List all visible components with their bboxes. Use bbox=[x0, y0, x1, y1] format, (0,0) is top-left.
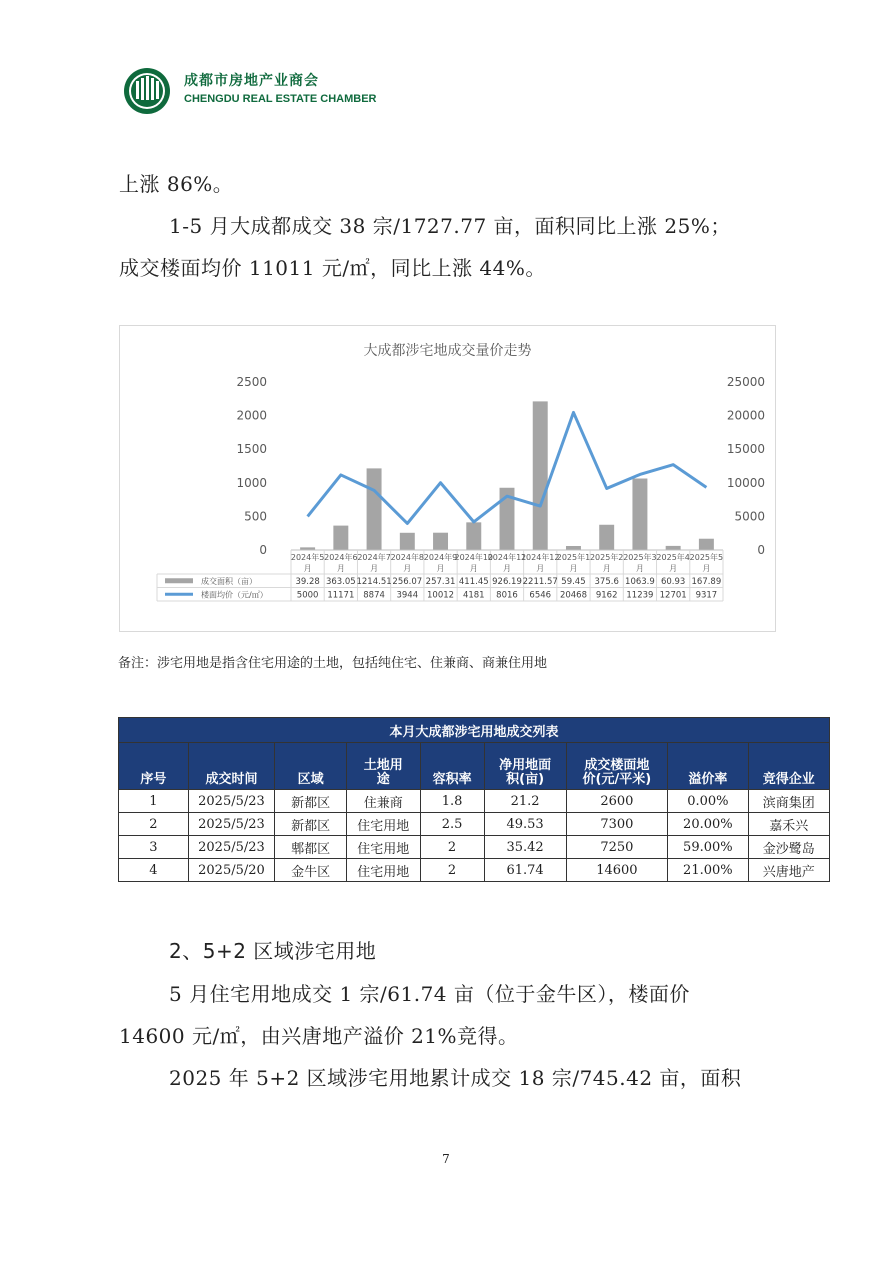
table-cell: 2025/5/23 bbox=[188, 836, 275, 859]
table-cell: 0.00% bbox=[668, 790, 748, 813]
category-label: 2025年3 bbox=[623, 553, 657, 562]
column-header-line: 区域 bbox=[297, 772, 324, 787]
paragraph-line: 14600 元/㎡，由兴唐地产溢价 21%竞得。 bbox=[119, 1024, 519, 1048]
table-cell: 2 bbox=[119, 813, 189, 836]
bar-area bbox=[566, 546, 581, 550]
right-axis-tick-label: 0 bbox=[757, 543, 765, 557]
data-label-area: 2211.57 bbox=[522, 576, 558, 587]
category-label: 2024年10 bbox=[454, 553, 494, 562]
column-header bbox=[420, 743, 484, 790]
data-label-price: 9162 bbox=[595, 590, 618, 601]
left-axis-tick-label: 500 bbox=[244, 509, 267, 524]
data-label-area: 411.45 bbox=[458, 576, 489, 587]
data-label-price: 8874 bbox=[363, 590, 385, 601]
data-label-price: 11171 bbox=[327, 590, 355, 601]
paragraph-line: 成交楼面均价 11011 元/㎡，同比上涨 44%。 bbox=[119, 256, 546, 280]
legend-label: 成交面积（亩） bbox=[201, 576, 257, 586]
table-cell: 2025/5/23 bbox=[188, 790, 275, 813]
table-row bbox=[119, 836, 830, 859]
data-label-area: 1214.51 bbox=[356, 576, 392, 587]
column-header bbox=[668, 743, 748, 790]
left-axis-tick-label: 2000 bbox=[236, 408, 267, 423]
paragraph-line: 上涨 86%。 bbox=[119, 172, 234, 196]
legend-label: 楼面均价（元/㎡） bbox=[201, 590, 268, 600]
table-cell: 21.00% bbox=[668, 859, 748, 882]
table-cell: 7250 bbox=[566, 836, 668, 859]
category-label: 2024年11 bbox=[487, 553, 527, 562]
table-cell: 7300 bbox=[566, 813, 668, 836]
left-axis-tick-label: 1000 bbox=[236, 475, 267, 490]
data-label-area: 59.45 bbox=[561, 576, 586, 587]
table-cell: 滨商集团 bbox=[748, 790, 830, 813]
table-cell: 新都区 bbox=[275, 813, 347, 836]
chart-title: 大成都涉宅地成交量价走势 bbox=[363, 343, 532, 359]
category-label: 月 bbox=[336, 564, 345, 573]
table-cell: 2025/5/23 bbox=[188, 813, 275, 836]
column-header-line: 途 bbox=[376, 772, 390, 787]
right-axis-tick-label: 25000 bbox=[726, 375, 765, 389]
data-label-area: 60.93 bbox=[660, 576, 686, 587]
data-label-price: 6546 bbox=[529, 590, 552, 601]
left-axis-tick-label: 2500 bbox=[236, 375, 267, 389]
table-cell: 2 bbox=[420, 859, 484, 882]
table-cell: 郫都区 bbox=[275, 836, 347, 859]
bar-area bbox=[599, 525, 614, 550]
table-caption: 本月大成都涉宅用地成交列表 bbox=[119, 718, 830, 743]
column-header bbox=[484, 743, 566, 790]
column-header-line: 积(亩) bbox=[506, 772, 545, 787]
table-cell: 1.8 bbox=[420, 790, 484, 813]
bar-area bbox=[466, 522, 481, 550]
category-label: 2024年7 bbox=[357, 553, 391, 562]
data-label-area: 257.31 bbox=[425, 576, 456, 587]
category-label: 月 bbox=[635, 564, 644, 573]
data-label-area: 363.05 bbox=[325, 576, 356, 587]
column-header-line: 价(元/平米) bbox=[582, 772, 652, 787]
bar-area bbox=[699, 539, 714, 550]
column-header bbox=[275, 743, 347, 790]
table-cell: 2025/5/20 bbox=[188, 859, 275, 882]
table-cell: 35.42 bbox=[484, 836, 566, 859]
bar-area bbox=[632, 479, 647, 550]
category-label: 月 bbox=[669, 564, 678, 573]
column-header-line: 竞得企业 bbox=[762, 772, 815, 787]
column-header bbox=[566, 743, 668, 790]
bar-area bbox=[433, 533, 448, 550]
data-label-price: 11239 bbox=[626, 590, 654, 601]
category-label: 月 bbox=[403, 564, 412, 573]
category-label: 月 bbox=[536, 564, 545, 573]
org-name-en: CHENGDU REAL ESTATE CHAMBER bbox=[184, 93, 377, 105]
table-row bbox=[119, 859, 830, 882]
table-row bbox=[119, 813, 830, 836]
category-label: 2024年8 bbox=[390, 553, 425, 562]
bar-area bbox=[367, 468, 382, 550]
table-cell: 2600 bbox=[566, 790, 668, 813]
data-label-area: 39.28 bbox=[295, 576, 320, 587]
chamber-logo-icon bbox=[122, 66, 172, 116]
table-cell: 嘉禾兴 bbox=[748, 813, 830, 836]
data-label-area: 167.89 bbox=[691, 576, 722, 587]
column-header-line: 容积率 bbox=[432, 772, 472, 787]
table-cell: 20.00% bbox=[668, 813, 748, 836]
data-label-price: 20468 bbox=[559, 590, 587, 601]
table-cell: 住宅用地 bbox=[346, 859, 420, 882]
paragraph-line: 2025 年 5+2 区域涉宅用地累计成交 18 宗/745.42 亩，面积 bbox=[169, 1066, 742, 1090]
chart-note: 备注：涉宅用地是指含住宅用途的土地，包括纯住宅、住兼商、商兼住用地 bbox=[118, 656, 548, 671]
table-cell: 59.00% bbox=[668, 836, 748, 859]
bar-area bbox=[533, 401, 548, 550]
table-header-row bbox=[119, 743, 830, 790]
category-label: 2025年1 bbox=[556, 553, 591, 562]
table-cell: 1 bbox=[119, 790, 189, 813]
right-axis-tick-label: 5000 bbox=[734, 509, 765, 524]
table-cell: 新都区 bbox=[275, 790, 347, 813]
left-axis-tick-label: 0 bbox=[259, 543, 267, 557]
section-heading: 2、5+2 区域涉宅用地 bbox=[169, 939, 377, 963]
column-header-line: 序号 bbox=[140, 772, 167, 787]
land-deal-table bbox=[118, 717, 830, 882]
category-label: 2025年4 bbox=[656, 553, 690, 562]
paragraph-line: 5 月住宅用地成交 1 宗/61.74 亩（位于金牛区），楼面价 bbox=[169, 982, 690, 1006]
right-axis-tick-label: 20000 bbox=[726, 408, 765, 423]
table-cell: 2 bbox=[420, 836, 484, 859]
bar-area bbox=[666, 546, 681, 550]
category-label: 2025年2 bbox=[589, 553, 624, 562]
category-label: 月 bbox=[303, 564, 312, 573]
data-label-price: 12701 bbox=[659, 590, 687, 601]
data-label-price: 10012 bbox=[427, 590, 455, 601]
data-label-price: 4181 bbox=[462, 590, 485, 601]
table-cell: 金牛区 bbox=[275, 859, 347, 882]
column-header-line: 溢价率 bbox=[688, 772, 728, 787]
category-label: 月 bbox=[469, 564, 478, 573]
table-cell: 住兼商 bbox=[346, 790, 420, 813]
category-label: 2024年6 bbox=[324, 553, 358, 562]
data-label-area: 926.19 bbox=[492, 576, 522, 587]
legend-key-bar bbox=[165, 578, 193, 583]
category-label: 2024年5 bbox=[290, 553, 325, 562]
right-axis-tick-label: 10000 bbox=[726, 475, 765, 490]
category-label: 2024年9 bbox=[423, 553, 458, 562]
table-cell: 住宅用地 bbox=[346, 813, 420, 836]
category-label: 月 bbox=[702, 564, 711, 573]
table-row bbox=[119, 790, 830, 813]
data-label-area: 256.07 bbox=[392, 576, 423, 587]
column-header bbox=[346, 743, 420, 790]
table-cell: 14600 bbox=[566, 859, 668, 882]
bar-area bbox=[333, 526, 348, 550]
table-cell: 4 bbox=[119, 859, 189, 882]
bar-area bbox=[400, 533, 415, 550]
category-label: 月 bbox=[602, 564, 611, 573]
table-cell: 49.53 bbox=[484, 813, 566, 836]
column-header bbox=[119, 743, 189, 790]
table-cell: 兴唐地产 bbox=[748, 859, 830, 882]
table-cell: 金沙鹭岛 bbox=[748, 836, 830, 859]
column-header-line: 成交楼面地 bbox=[584, 758, 650, 773]
data-label-price: 5000 bbox=[296, 590, 319, 601]
data-label-area: 1063.9 bbox=[625, 576, 655, 587]
data-label-price: 9317 bbox=[695, 590, 718, 601]
table-cell: 61.74 bbox=[484, 859, 566, 882]
org-name-cn: 成都市房地产业商会 bbox=[184, 73, 319, 89]
category-label: 月 bbox=[569, 564, 578, 573]
left-axis-tick-label: 1500 bbox=[236, 442, 267, 457]
right-axis-tick-label: 15000 bbox=[726, 442, 765, 457]
price-volume-chart bbox=[119, 325, 776, 632]
column-header-line: 成交时间 bbox=[205, 772, 258, 787]
table-cell: 住宅用地 bbox=[346, 836, 420, 859]
paragraph-line: 1-5 月大成都成交 38 宗/1727.77 亩，面积同比上涨 25%； bbox=[169, 214, 731, 238]
category-label: 2024年12 bbox=[520, 553, 560, 562]
category-label: 月 bbox=[436, 564, 445, 573]
table-cell: 2.5 bbox=[420, 813, 484, 836]
table-cell: 21.2 bbox=[484, 790, 566, 813]
table-cell: 3 bbox=[119, 836, 189, 859]
data-label-area: 375.6 bbox=[594, 576, 619, 587]
column-header-line: 净用地面 bbox=[499, 758, 552, 773]
data-label-price: 8016 bbox=[496, 590, 518, 601]
category-label: 2025年5 bbox=[689, 553, 724, 562]
category-label: 月 bbox=[370, 564, 379, 573]
page-number: 7 bbox=[442, 1152, 450, 1166]
data-label-price: 3944 bbox=[396, 590, 419, 601]
column-header bbox=[188, 743, 275, 790]
category-label: 月 bbox=[503, 564, 511, 573]
column-header-line: 土地用 bbox=[363, 758, 403, 773]
column-header bbox=[748, 743, 830, 790]
